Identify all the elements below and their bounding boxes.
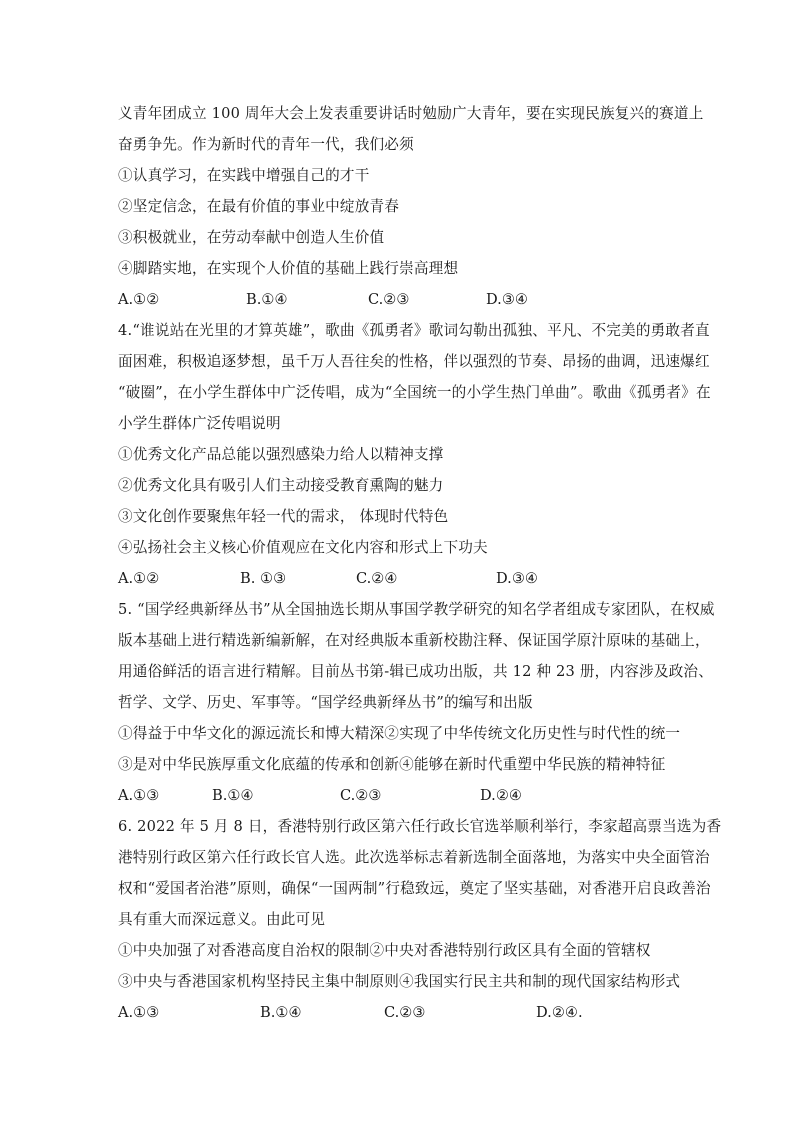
q3-option-c: C.②③ [368, 291, 410, 308]
q5-stem-line-4: 哲学、文学、历史、军事等。“国学经典新绎丛书”的编写和出版 [118, 694, 533, 711]
q4-item-3: ③文化创作要聚焦年轻一代的需求， 体现时代特色 [118, 508, 449, 525]
q5-stem-line-2: 版本基础上进行精选新编新解，在对经典版本重新校勘注释、保证国学原汁原味的基础上， [118, 632, 710, 649]
q4-option-d: D.③④ [496, 570, 538, 587]
q4-option-c: C.②④ [356, 570, 398, 587]
q3-item-2: ②坚定信念，在最有价值的事业中绽放青春 [118, 198, 400, 215]
q4-stem-line-4: 小学生群体广泛传唱说明 [118, 415, 281, 432]
q4-stem-line-2: 面困难，积极追逐梦想，虽千万人吾往矣的性格，伴以强烈的节奏、昂扬的曲调，迅速爆红 [118, 353, 710, 370]
q5-items-line-2: ③是对中华民族厚重文化底蕴的传承和创新④能够在新时代重塑中华民族的精神特征 [118, 756, 666, 773]
q4-stem-line-1: 4.“谁说站在光里的才算英雄”，歌曲《孤勇者》歌词勾勒出孤独、平凡、不完美的勇敢者直 [118, 322, 710, 339]
q3-item-4: ④脚踏实地，在实现个人价值的基础上践行崇高理想 [118, 260, 459, 277]
q5-items-line-1: ①得益于中华文化的源远流长和博大精深②实现了中华传统文化历史性与时代性的统一 [118, 725, 681, 742]
q3-option-d: D.③④ [486, 291, 528, 308]
q5-option-c: C.②③ [340, 787, 382, 804]
q4-option-a: A.①② [118, 570, 160, 587]
q3-item-3: ③积极就业，在劳动奉献中创造人生价值 [118, 229, 385, 246]
q5-option-b: B.①④ [212, 787, 254, 804]
q3-item-1: ①认真学习，在实践中增强自己的才干 [118, 167, 370, 184]
q6-items-line-2: ③中央与香港国家机构坚持民主集中制原则④我国实行民主共和制的现代国家结构形式 [118, 973, 681, 990]
q4-item-1: ①优秀文化产品总能以强烈感染力给人以精神支撑 [118, 446, 444, 463]
q6-stem-line-2: 港特别行政区第六任行政长官人选。此次选举标志着新选制全面落地，为落实中央全面管治 [118, 849, 710, 866]
q4-item-2: ②优秀文化具有吸引人们主动接受教育熏陶的魅力 [118, 477, 444, 494]
q5-stem-line-3: 用通俗鲜活的语言进行精解。目前丛书第-辑已成功出版，共 12 种 23 册，内容涉及政治、 [118, 663, 714, 680]
q6-stem-line-1: 6. 2022 年 5 月 8 日，香港特别行政区第六任行政长官选举顺利举行，李家超高票当选为香 [118, 818, 722, 835]
q5-option-a: A.①③ [118, 787, 160, 804]
q4-stem-line-3: “破圈”，在小学生群体中广泛传唱，成为“全国统一的小学生热门单曲”。歌曲《孤勇者》在 [118, 384, 711, 401]
q6-items-line-1: ①中央加强了对香港高度自治权的限制②中央对香港特别行政区具有全面的管辖权 [118, 942, 651, 959]
q4-option-b: B. ①③ [240, 570, 287, 587]
q6-option-b: B.①④ [260, 1004, 302, 1021]
q3-stem-line-1: 义青年团成立 100 周年大会上发表重要讲话时勉励广大青年，要在实现民族复兴的赛道上 [118, 105, 704, 122]
q6-option-a: A.①③ [118, 1004, 160, 1021]
q6-stem-line-3: 权和“爱国者治港”原则，确保“一国两制”行稳致远，奠定了坚实基础，对香港开启良政善治 [118, 880, 711, 897]
q3-stem-line-2: 奋勇争先。作为新时代的青年一代，我们必须 [118, 136, 414, 153]
q5-option-d: D.②④ [480, 787, 522, 804]
q6-option-d: D.②④. [536, 1004, 583, 1021]
q5-stem-line-1: 5. “国学经典新绎丛书”从全国抽选长期从事国学教学研究的知名学者组成专家团队，在权威 [118, 601, 715, 618]
q6-option-c: C.②③ [384, 1004, 426, 1021]
q3-option-b: B.①④ [246, 291, 288, 308]
q3-option-a: A.①② [118, 291, 160, 308]
q6-stem-line-4: 具有重大而深远意义。由此可见 [118, 911, 326, 928]
q4-item-4: ④弘扬社会主义核心价值观应在文化内容和形式上下功夫 [118, 539, 488, 556]
